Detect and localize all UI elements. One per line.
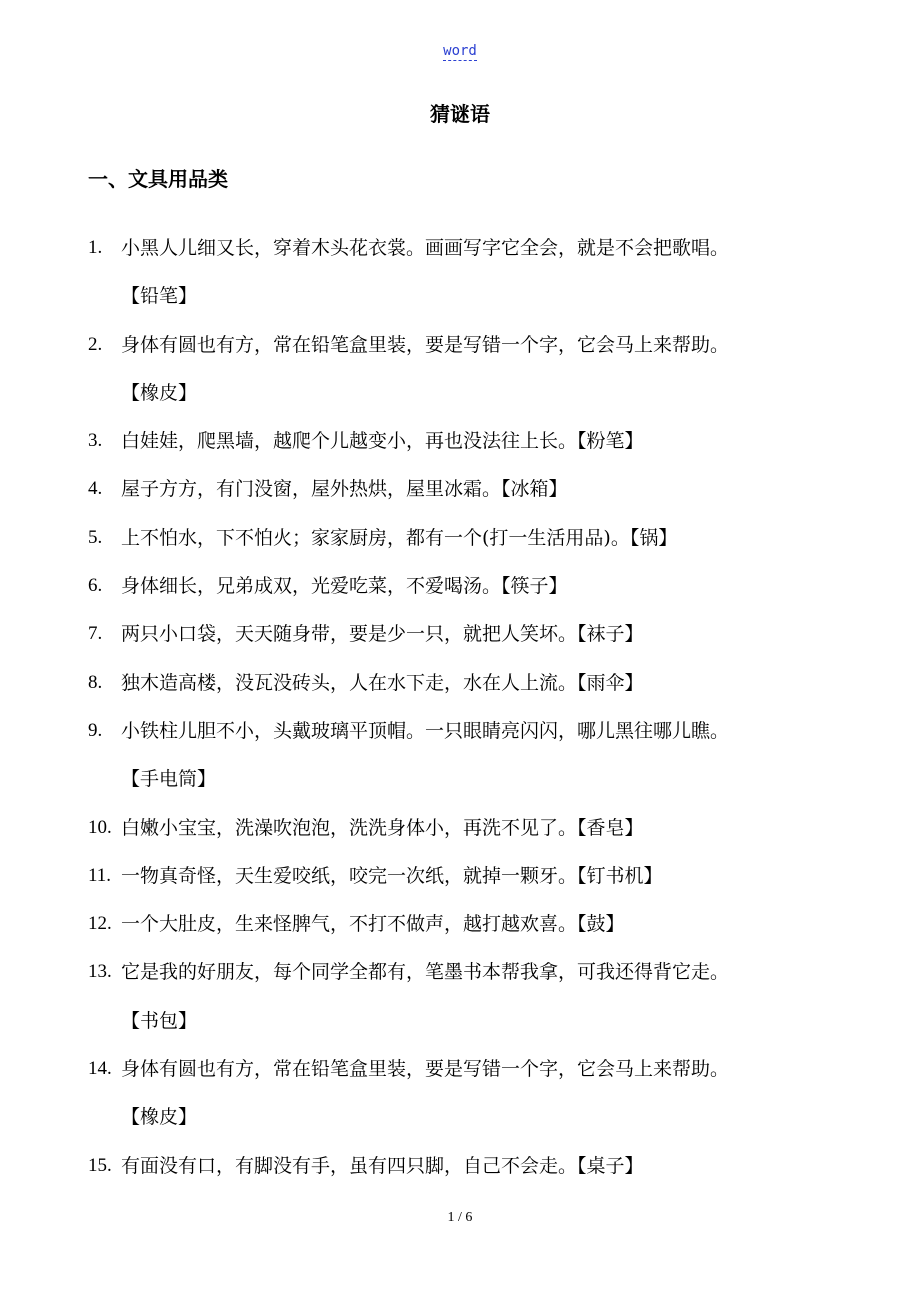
riddle-body — [121, 659, 840, 707]
riddle-answer: 【手电筒】 — [121, 768, 217, 791]
riddle-item-5 — [88, 514, 840, 562]
page-indicator: 1 / 6 — [447, 1210, 473, 1225]
riddle-number: 6. — [88, 575, 103, 597]
riddle-number: 8. — [88, 671, 103, 693]
riddle-text: 一个大肚皮，生来怪脾气，不打不做声，越打越欢喜。 — [121, 913, 578, 936]
riddle-text: 有面没有口，有脚没有手，虽有四只脚，自己不会走。 — [121, 1154, 578, 1177]
riddle-body — [121, 900, 840, 948]
riddle-item-14 — [88, 1045, 840, 1142]
riddle-list — [88, 224, 840, 1190]
section-heading: 一、文具用品类 — [88, 167, 228, 191]
riddle-number: 12. — [88, 913, 112, 935]
riddle-item-3 — [88, 417, 840, 465]
riddle-answer: 【冰箱】 — [501, 478, 568, 501]
riddle-body — [121, 852, 840, 900]
riddle-number: 7. — [88, 623, 103, 645]
riddle-text: 身体有圆也有方，常在铅笔盒里装，要是写错一个字，它会马上来帮助。 — [121, 333, 730, 356]
riddle-number: 1. — [88, 237, 103, 258]
riddle-answer: 【书包】 — [121, 1009, 198, 1032]
riddle-number: 10. — [88, 816, 112, 838]
riddle-body — [121, 707, 840, 804]
riddle-answer: 【雨伞】 — [577, 671, 644, 694]
riddle-answer: 【铅笔】 — [121, 285, 198, 308]
riddle-answer: 【锅】 — [629, 526, 678, 549]
riddle-answer: 【筷子】 — [501, 575, 568, 598]
riddle-answer: 【粉笔】 — [577, 430, 644, 453]
riddle-answer: 【鼓】 — [577, 913, 625, 936]
riddle-text: 小铁柱儿胆不小，头戴玻璃平顶帽。一只眼睛亮闪闪，哪儿黑往哪儿瞧。 — [121, 719, 730, 742]
riddle-number: 14. — [88, 1058, 112, 1080]
riddle-number: 13. — [88, 961, 112, 983]
riddle-item-15 — [88, 1142, 840, 1190]
riddle-item-11 — [88, 852, 840, 900]
riddle-body — [121, 514, 840, 562]
riddle-number: 3. — [88, 430, 103, 452]
riddle-answer: 【橡皮】 — [121, 1106, 198, 1129]
riddle-body — [121, 1045, 840, 1142]
riddle-item-10 — [88, 804, 840, 852]
riddle-number: 9. — [88, 719, 103, 741]
riddle-text: 上不怕水，下不怕火；家家厨房，都有一个(打一生活用品)。 — [121, 526, 630, 549]
riddle-text: 白娃娃，爬黑墙，越爬个儿越变小，再也没法往上长。 — [121, 430, 578, 453]
riddle-item-9 — [88, 707, 840, 804]
riddle-text: 身体有圆也有方，常在铅笔盒里装，要是写错一个字，它会马上来帮助。 — [121, 1058, 730, 1081]
riddle-body — [121, 804, 840, 852]
riddle-body — [121, 321, 840, 418]
riddle-body — [121, 224, 840, 321]
header-word-link-container — [0, 40, 920, 62]
riddle-item-2 — [88, 321, 840, 418]
riddle-number: 2. — [88, 333, 103, 355]
riddle-number: 4. — [88, 478, 103, 500]
riddle-item-1 — [88, 224, 840, 321]
riddle-number: 5. — [88, 526, 103, 548]
riddle-answer: 【桌子】 — [577, 1154, 644, 1177]
riddle-item-6 — [88, 562, 840, 610]
riddle-answer: 【橡皮】 — [121, 381, 198, 404]
riddle-answer: 【香皂】 — [577, 816, 644, 839]
riddle-number: 15. — [88, 1154, 112, 1176]
riddle-text: 一物真奇怪，天生爱咬纸，咬完一次纸，就掉一颗牙。 — [121, 864, 578, 887]
header-word-link[interactable]: word — [443, 43, 477, 59]
riddle-item-13 — [88, 948, 840, 1045]
riddle-text: 屋子方方，有门没窗，屋外热烘，屋里冰霜。 — [121, 478, 502, 501]
riddle-text: 小黑人儿细又长，穿着木头花衣裳。画画写字它全会，就是不会把歌唱。 — [121, 237, 730, 259]
riddle-item-4 — [88, 465, 840, 513]
riddle-body — [121, 610, 840, 658]
riddle-item-7 — [88, 610, 840, 658]
riddle-answer: 【袜子】 — [577, 623, 644, 646]
riddle-text: 独木造高楼，没瓦没砖头，人在水下走，水在人上流。 — [121, 671, 578, 694]
riddle-body — [121, 562, 840, 610]
riddle-text: 白嫩小宝宝，洗澡吹泡泡，洗洗身体小，再洗不见了。 — [121, 816, 578, 839]
page-title: 猜谜语 — [430, 102, 490, 126]
riddle-body — [121, 1142, 840, 1190]
riddle-body — [121, 417, 840, 465]
riddle-text: 身体细长，兄弟成双，光爱吃菜，不爱喝汤。 — [121, 575, 502, 598]
riddle-text: 它是我的好朋友，每个同学全都有，笔墨书本帮我拿，可我还得背它走。 — [121, 961, 730, 984]
riddle-body — [121, 465, 840, 513]
riddle-item-8 — [88, 659, 840, 707]
riddle-text: 两只小口袋，天天随身带，要是少一只，就把人笑坏。 — [121, 623, 578, 646]
riddle-body — [121, 948, 840, 1045]
riddle-item-12 — [88, 900, 840, 948]
riddle-answer: 【钉书机】 — [577, 864, 663, 887]
riddle-number: 11. — [88, 864, 112, 886]
